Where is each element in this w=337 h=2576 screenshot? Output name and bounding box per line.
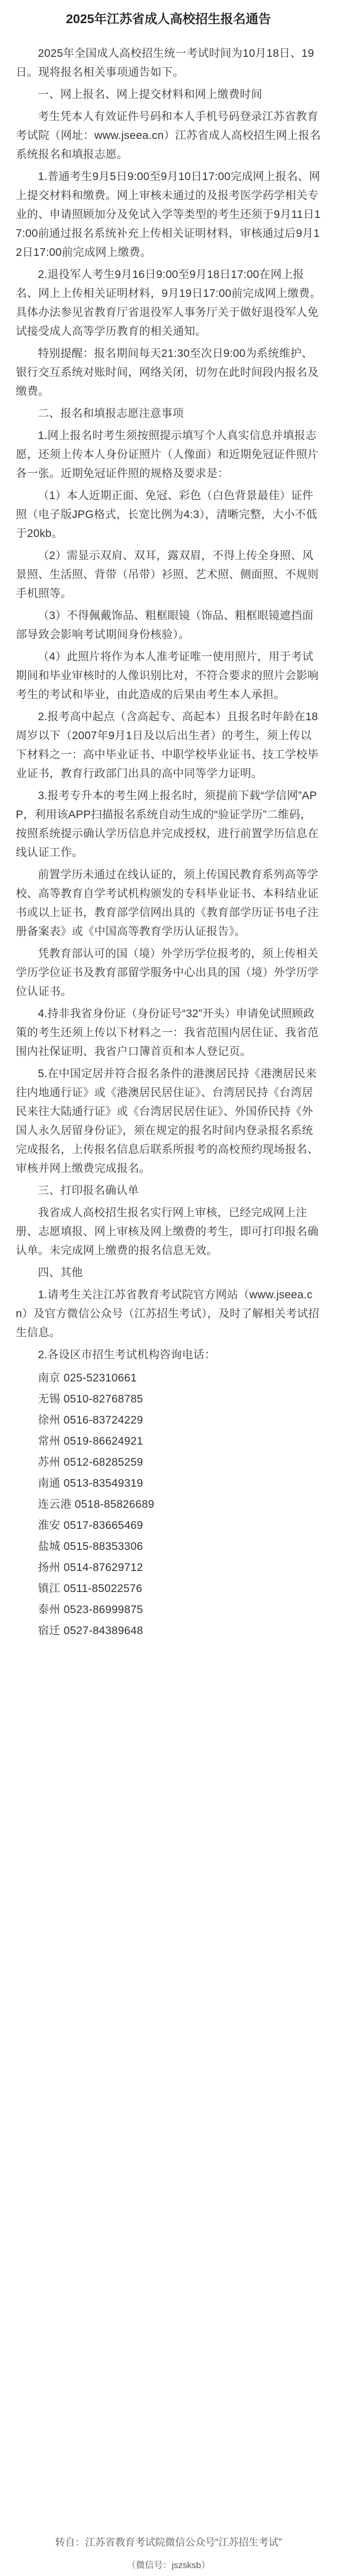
notice-body: [16, 44, 321, 1642]
section-4-paragraph: 1.请考生关注江苏省教育考试院官方网站（www.jseea.cn）及官方微信公众号（江苏招生考试），及时了解相关考试招生信息。: [16, 1289, 320, 1339]
contact-item: 扬州 0514-87629712: [38, 1561, 143, 1574]
contact-list: [16, 1368, 321, 1642]
photo-requirement: （3）不得佩戴饰品、粗框眼镜（饰品、粗框眼镜遮挡面部导致会影响考试期间身份核验）。: [16, 610, 314, 641]
contact-item: 徐州 0516-83724229: [38, 1414, 143, 1426]
contact-item: 淮安 0517-83665469: [38, 1519, 143, 1531]
contact-item: 宿迁 0527-84389648: [38, 1625, 143, 1637]
section-2-paragraph: 凭教育部认可的国（境）外学历学位报考的，须上传相关学历学位证书及教育部留学服务中心出具的国（境）外学历学位认证书。: [16, 948, 319, 998]
contact-item: 苏州 0512-68285259: [38, 1456, 143, 1468]
section-1-paragraph: 1.普通考生9月5日9:00至9月10日17:00完成网上报名、网上提交材料和缴费。网上审核未通过的及报考医学药学相关专业的、申请照顾加分及免试入学等类型的考生还须于9月11日17:00前通过报名系统补充上传相关证明材料，审核通过后9月12日17:00前完成网上缴费。: [16, 171, 321, 258]
wechat-id: （微信号：jszsksb）: [127, 2560, 210, 2570]
section-2-heading: 二、报名和填报志愿注意事项: [38, 407, 184, 420]
contact-item: 镇江 0511-85022576: [38, 1583, 143, 1595]
section-2-paragraph: 1.网上报名时考生须按照提示填写个人真实信息并填报志愿，还须上传本人身份证照片（人像面）和近期免冠证件照片各一张。近期免冠证件照的规格及要求是：: [16, 430, 319, 480]
section-4-paragraph: 2.各设区市招生考试机构咨询电话：: [38, 1349, 216, 1361]
photo-requirement: （2）需显示双肩、双耳，露双眉，不得上传全身照、风景照、生活照、背带（吊带）衫照、艺术照、侧面照、不规则手机照等。: [16, 550, 319, 600]
contact-item: 南京 025-52310661: [38, 1372, 137, 1384]
section-3-heading: 三、打印报名确认单: [38, 1185, 139, 1197]
section-2-paragraph: 3.报考专升本的考生网上报名时，须提前下载“学信网”APP，利用该APP扫描报名系统自动生成的“验证学历”二维码，按照系统提示确认学历信息并完成授权，进行前置学历信息在线认证工作。: [16, 790, 319, 859]
source-attribution: 转自：江苏省教育考试院微信公众号“江苏招生考试”: [55, 2537, 282, 2548]
section-2-paragraph: 2.报考高中起点（含高起专、高起本）且报名时年龄在18周岁以下（2007年9月1日及以后出生者）的考生，须上传以下材料之一：高中毕业证书、中职学校毕业证书、技工学校毕业证书，教育行政部门出具的高中同等学力证明。: [16, 711, 319, 780]
section-2-paragraph: 4.持非我省身份证（身份证号“32”开头）申请免试照顾政策的考生还须上传以下材料之一：我省范围内居住证、我省范围内社保证明、我省户口簿首页和本人登记页。: [16, 1008, 319, 1058]
page-title: 2025年江苏省成人高校招生报名通告: [66, 12, 271, 26]
contact-item: 连云港 0518-85826689: [38, 1498, 155, 1510]
section-1-paragraph: 考生凭本人有效证件号码和本人手机号码登录江苏省教育考试院（网址：www.jseea.cn）江苏省成人高校招生网上报名系统报名和填报志愿。: [16, 111, 321, 161]
contact-item: 泰州 0523-86999875: [38, 1604, 143, 1616]
section-1-reminder: 特别提醒：报名期间每天21:30至次日9:00为系统维护、银行交互系统对账时间，网络关闭，切勿在此时间段内报名及缴费。: [16, 347, 319, 397]
photo-requirement: （1）本人近期正面、免冠、彩色（白色背景最佳）证件照（电子版JPG格式，长宽比例为4:3），清晰完整，大小不低于20kb。: [16, 490, 318, 540]
section-4-heading: 四、其他: [38, 1267, 83, 1279]
contact-item: 常州 0519-86624921: [38, 1435, 143, 1447]
contact-item: 盐城 0515-88353306: [38, 1540, 143, 1553]
photo-requirement: （4）此照片将作为本人准考证唯一使用照片，用于考试期间和毕业审核时的人像识别比对，不符合要求的照片会影响考生的考试和毕业，由此造成的后果由考生本人承担。: [16, 651, 319, 701]
section-3-paragraph: 我省成人高校招生报名实行网上审核，已经完成网上注册、志愿填报、网上审核及网上缴费的考生，即可打印报名确认单。未完成网上缴费的报名信息无效。: [16, 1207, 319, 1257]
section-2-paragraph: 5.在中国定居并符合报名条件的港澳居民持《港澳居民来往内地通行证》或《港澳居民居住证》、台湾居民持《台湾居民来往大陆通行证》或《台湾居民居住证》、外国侨民持《外国人永久居留身份证》，须在规定的报名时间内登录报名系统完成报名，上传报名信息后联系所报考的高校预约现场报名、审核并网上缴费完成报名。: [16, 1068, 319, 1175]
section-1-paragraph: 2.退役军人考生9月16日9:00至9月18日17:00在网上报名、网上上传相关证明材料，9月19日17:00前完成网上缴费。具体办法参见省教育厅省退役军人事务厅关于做好退役军人免试接受成人高等学历教育的相关通知。: [16, 268, 321, 337]
section-2-paragraph: 前置学历未通过在线认证的，须上传国民教育系列高等学校、高等教育自学考试机构颁发的专科毕业证书、本科结业证书或以上证书，教育部学信网出具的《教育部学历证书电子注册备案表》或《中国高等教育学历认证报告》。: [16, 869, 319, 938]
source-footer: [0, 2535, 337, 2573]
section-1-heading: 一、网上报名、网上提交材料和网上缴费时间: [38, 88, 262, 101]
contact-item: 无锡 0510-82768785: [38, 1393, 143, 1405]
contact-item: 南通 0513-83549319: [38, 1477, 143, 1489]
intro-paragraph: 2025年全国成人高校招生统一考试时间为10月18日、19日。现将报名相关事项通告如下。: [16, 47, 314, 78]
